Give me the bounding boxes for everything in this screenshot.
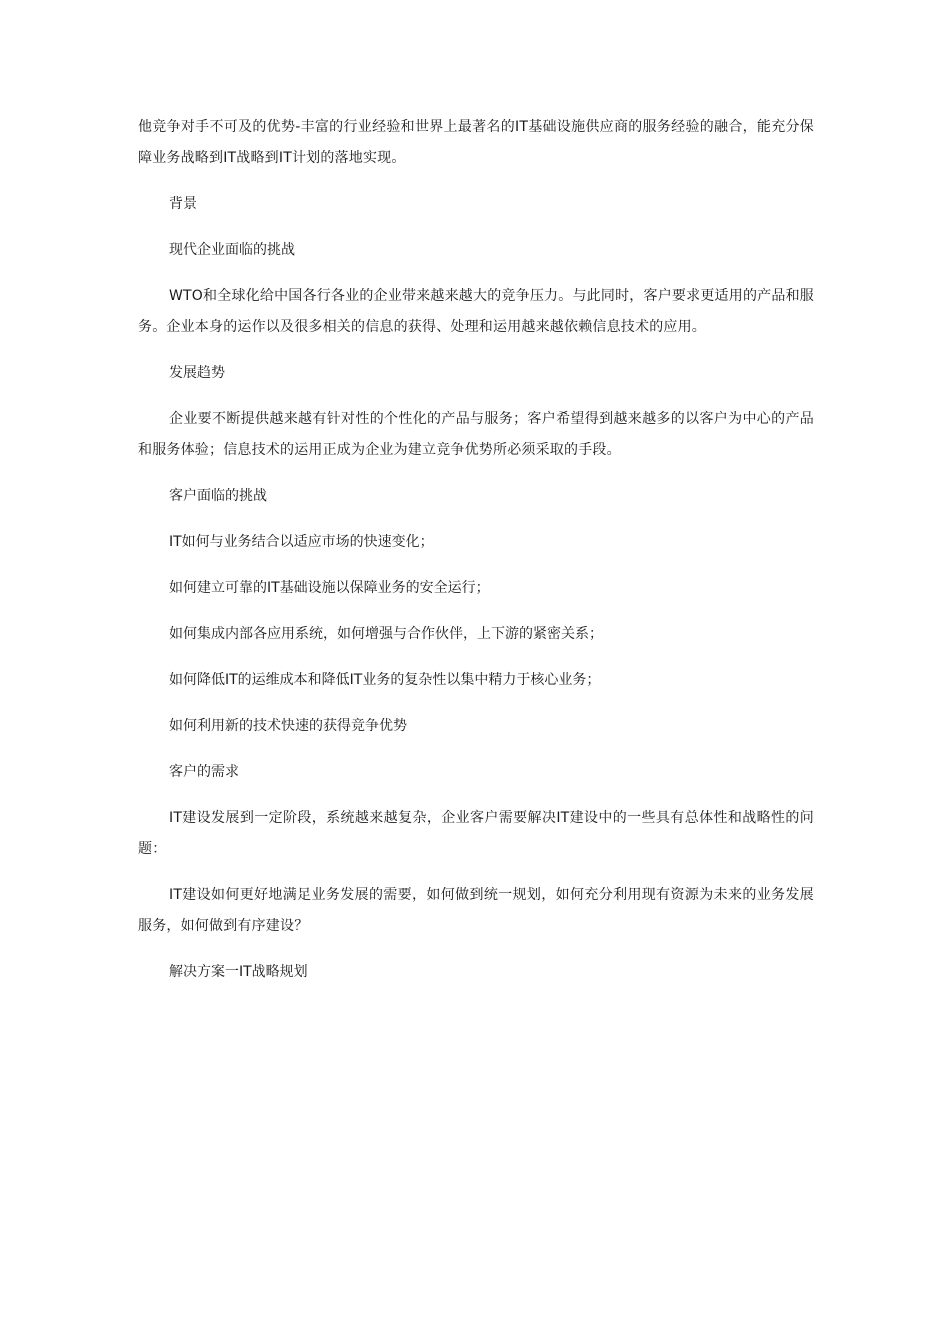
challenges-paragraph: WTO和全球化给中国各行各业的企业带来越来越大的竞争压力。与此同时，客户要求更适用的产品和服务。企业本身的运作以及很多相关的信息的获得、处理和运用越来越依赖信息技术的应用。 (138, 288, 814, 335)
background-heading: 背景 (169, 196, 197, 212)
client-challenge-item: 如何建立可靠的IT基础设施以保障业务的安全运行； (169, 580, 490, 596)
client-challenge-item: 如何集成内部各应用系统，如何增强与合作伙伴，上下游的紧密关系； (169, 626, 603, 642)
needs-paragraph-2: IT建设如何更好地满足业务发展的需要，如何做到统一规划，如何充分利用现有资源为未来的业务发展服务，如何做到有序建设？ (138, 887, 814, 934)
solution-heading: 解决方案一IT战略规划 (169, 964, 308, 980)
trend-paragraph: 企业要不断提供越来越有针对性的个性化的产品与服务；客户希望得到越来越多的以客户为中心的产品和服务体验；信息技术的运用正成为企业为建立竞争优势所必须采取的手段。 (138, 411, 814, 458)
client-challenge-item: 如何降低IT的运维成本和降低IT业务的复杂性以集中精力于核心业务； (169, 672, 601, 688)
client-challenge-item: 如何利用新的技术快速的获得竞争优势 (169, 718, 407, 734)
client-challenge-item: IT如何与业务结合以适应市场的快速变化； (169, 534, 434, 550)
needs-heading: 客户的需求 (169, 764, 239, 780)
intro-paragraph: 他竞争对手不可及的优势-丰富的行业经验和世界上最著名的IT基础设施供应商的服务经验的融合，能充分保障业务战略到IT战略到IT计划的落地实现。 (138, 119, 814, 166)
document-body (138, 112, 814, 988)
trend-heading: 发展趋势 (169, 365, 225, 381)
client-challenges-heading: 客户面临的挑战 (169, 488, 267, 504)
needs-paragraph-1: IT建设发展到一定阶段，系统越来越复杂，企业客户需要解决IT建设中的一些具有总体性和战略性的问题： (138, 810, 814, 857)
challenges-heading: 现代企业面临的挑战 (169, 242, 295, 258)
